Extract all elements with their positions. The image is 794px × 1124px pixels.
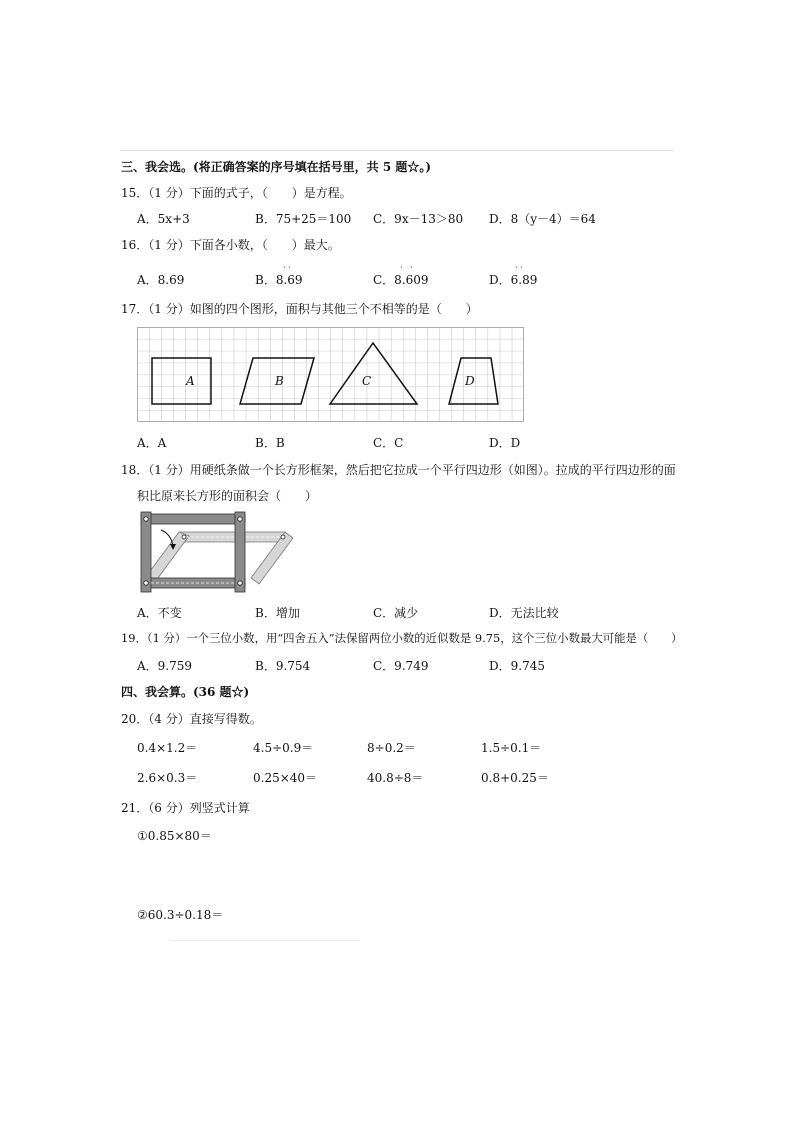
q21-stem: 21．（6 分）列竖式计算 [121,801,250,815]
repeating-dots-b: · · [283,263,291,272]
q18-option-d: D．无法比较 [489,606,559,620]
section4-title: 四、我会算。(36 题☆) [121,685,250,699]
q19-option-b: B．9.754 [255,659,311,673]
q18-stem-line2: 积比原来长方形的面积会（ ） [137,489,318,503]
top-rule [120,150,674,151]
q17-option-d: D．D [489,436,521,450]
q20-r2-c2: 0.25×40＝ [253,771,318,785]
shape-label-b: B [275,374,284,388]
q20-r2-c4: 0.8+0.25＝ [481,771,549,785]
q15-option-d: D．8（y－4）＝64 [489,212,596,226]
q18-option-a: A．不变 [137,606,182,620]
q17-option-c: C．C [373,436,404,450]
q15-option-c: C．9x－13＞80 [373,212,464,226]
q18-stem-line1: 18．（1 分）用硬纸条做一个长方形框架，然后把它拉成一个平行四边形（如图）。拉成的平行四边形的面 [121,463,676,477]
frame-svg [133,508,298,594]
shape-label-a: A [186,374,195,388]
q20-r2-c3: 40.8÷8＝ [367,771,424,785]
q20-r1-c1: 0.4×1.2＝ [137,741,198,755]
q20-r2-c1: 2.6×0.3＝ [137,771,198,785]
q21-item-2: ②60.3÷0.18＝ [137,908,224,922]
q19-option-d: D．9.745 [489,659,545,673]
bottom-faint-rule [170,940,360,941]
q16-option-b: B．8.69 [255,273,303,287]
q19-option-c: C．9.749 [373,659,429,673]
q20-stem: 20．（4 分）直接写得数。 [121,712,262,726]
q20-r1-c3: 8÷0.2＝ [367,741,416,755]
q19-option-a: A．9.759 [137,659,193,673]
q19-stem: 19．（1 分）一个三位小数，用“四舍五入”法保留两位小数的近似数是 9.75，这个三位小数最大可能是（ ） [121,631,683,645]
q15-option-b: B．75+25＝100 [255,212,352,226]
q18-option-b: B．增加 [255,606,300,620]
q16-option-c: C．8.609 [373,273,429,287]
para-left-strip [145,532,189,582]
q18-option-c: C．减少 [373,606,419,620]
rect-right-strip [235,512,245,592]
q17-option-a: A．A [137,436,167,450]
q16-option-d: D．6.89 [489,273,538,287]
q21-item-1: ①0.85×80＝ [137,829,212,843]
q16-stem: 16．（1 分）下面各小数，（ ）最大。 [121,238,340,252]
q20-r1-c4: 1.5÷0.1＝ [481,741,542,755]
q15-stem: 15．（1 分）下面的式子，（ ）是方程。 [121,186,352,200]
q16-option-a: A．8.69 [137,273,185,287]
q17-stem: 17．（1 分）如图的四个图形，面积与其他三个不相等的是（ ） [121,302,478,316]
rect-left-strip [141,512,151,592]
rect-top-strip [141,514,245,524]
repeating-dots-d: · · [515,263,523,272]
repeating-dots-c: · · [400,263,413,272]
q20-r1-c2: 4.5÷0.9＝ [253,741,314,755]
q15-option-a: A．5x+3 [137,212,190,226]
frame-figure [133,508,298,597]
shape-label-c: C [362,374,372,388]
shape-label-d: D [465,374,475,388]
section3-title: 三、我会选。(将正确答案的序号填在括号里，共 5 题☆。) [121,160,432,174]
q17-option-b: B．B [255,436,285,450]
